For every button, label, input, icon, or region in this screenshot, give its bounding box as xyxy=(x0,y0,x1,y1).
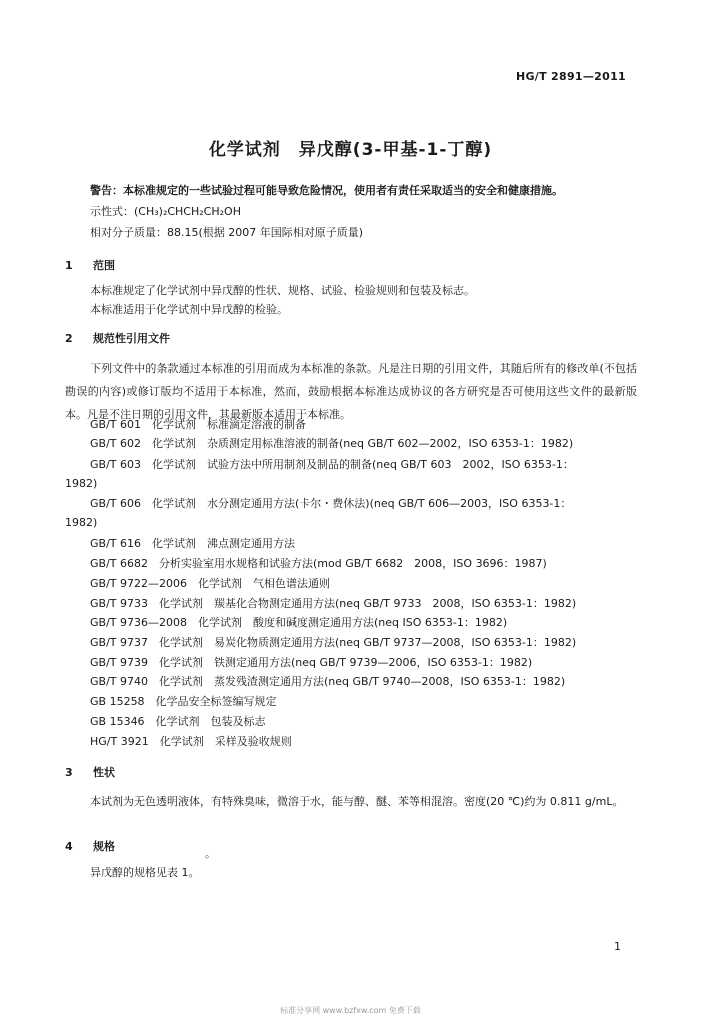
molar-mass: 相对分子质量：88.15(根据 2007 年国际相对原子质量) xyxy=(90,226,364,239)
section-title: 范围 xyxy=(93,259,115,272)
safety-warning: 警告：本标准规定的一些试验过程可能导致危险情况，使用者有责任采取适当的安全和健康措施。 xyxy=(90,184,563,197)
reference-item: GB/T 601 化学试剂 标准滴定溶液的制备 xyxy=(90,418,306,431)
section-heading-1 xyxy=(65,259,115,273)
reference-item: GB/T 606 化学试剂 水分测定通用方法(卡尔・费休法)(neq GB/T 606—2003，ISO 6353-1： xyxy=(90,497,572,510)
reference-item: GB/T 6682 分析实验室用水规格和试验方法(mod GB/T 6682 2008，ISO 3696：1987) xyxy=(90,557,547,570)
standard-code: HG/T 2891—2011 xyxy=(515,70,626,83)
normative-references-intro: 下列文件中的条款通过本标准的引用而成为本标准的条款。凡是注日期的引用文件，其随后所有的修改单(不包括勘误的内容)或修订版均不适用于本标准，然而，鼓励根据本标准达成协议的各方研究是否可使用这些文件的最新版本。凡是不注日期的引用文件，其最新版本适用于本标准。 xyxy=(65,362,637,421)
structural-formula: 示性式：(CH₃)₂CHCH₂CH₂OH xyxy=(90,205,241,218)
reference-item: GB/T 9739 化学试剂 铁测定通用方法(neq GB/T 9739—2006，ISO 6353-1：1982) xyxy=(90,656,533,669)
section-title: 性状 xyxy=(93,766,115,779)
properties-text: 本试剂为无色透明液体，有特殊臭味，微溶于水，能与醇、醚、苯等相混溶。密度(20 ℃)约为 0.811 g/mL。 xyxy=(90,795,624,808)
section-title: 规格 xyxy=(93,840,115,853)
scope-line-1: 本标准规定了化学试剂中异戊醇的性状、规格、试验、检验规则和包装及标志。 xyxy=(90,284,475,297)
reference-item: GB/T 9733 化学试剂 羰基化合物测定通用方法(neq GB/T 9733 2008，ISO 6353-1：1982) xyxy=(90,597,577,610)
page-number: 1 xyxy=(614,940,621,953)
reference-item: GB/T 603 化学试剂 试验方法中所用制剂及制品的制备(neq GB/T 603 2002，ISO 6353-1： xyxy=(90,458,574,471)
section-title: 规范性引用文件 xyxy=(93,332,170,345)
reference-item-continued: 1982) xyxy=(65,516,98,529)
section-number: 2 xyxy=(65,332,73,345)
reference-item: GB/T 9740 化学试剂 蒸发残渣测定通用方法(neq GB/T 9740—2008，ISO 6353-1：1982) xyxy=(90,675,566,688)
section-number: 3 xyxy=(65,766,73,779)
section-heading-3 xyxy=(65,766,115,780)
reference-item: GB/T 616 化学试剂 沸点测定通用方法 xyxy=(90,537,295,550)
reference-item: GB/T 9736—2008 化学试剂 酸度和碱度测定通用方法(neq ISO 6353-1：1982) xyxy=(90,616,508,629)
reference-item: HG/T 3921 化学试剂 采样及验收规则 xyxy=(90,735,292,748)
reference-item: GB/T 602 化学试剂 杂质测定用标准溶液的制备(neq GB/T 602—2002，ISO 6353-1：1982) xyxy=(90,437,574,450)
section-number: 4 xyxy=(65,840,73,853)
reference-item: GB 15346 化学试剂 包装及标志 xyxy=(90,715,266,728)
document-title: 化学试剂 异戊醇(3-甲基-1-丁醇) xyxy=(208,140,493,160)
section-heading-2 xyxy=(65,332,170,346)
section-heading-4 xyxy=(65,840,115,854)
scope-line-2: 本标准适用于化学试剂中异戊醇的检验。 xyxy=(90,303,288,316)
specification-text: 异戊醇的规格见表 1。 xyxy=(90,866,200,879)
reference-item: GB/T 9722—2006 化学试剂 气相色谱法通则 xyxy=(90,577,330,590)
reference-item-continued: 1982) xyxy=(65,477,98,490)
section-number: 1 xyxy=(65,259,73,272)
reference-item: GB/T 9737 化学试剂 易炭化物质测定通用方法(neq GB/T 9737—2008，ISO 6353-1：1982) xyxy=(90,636,577,649)
reference-item: GB 15258 化学品安全标签编写规定 xyxy=(90,695,277,708)
watermark-footer: 标准分享网 www.bzfxw.com 免费下载 xyxy=(280,1006,421,1015)
stray-mark: 。 xyxy=(205,847,216,860)
